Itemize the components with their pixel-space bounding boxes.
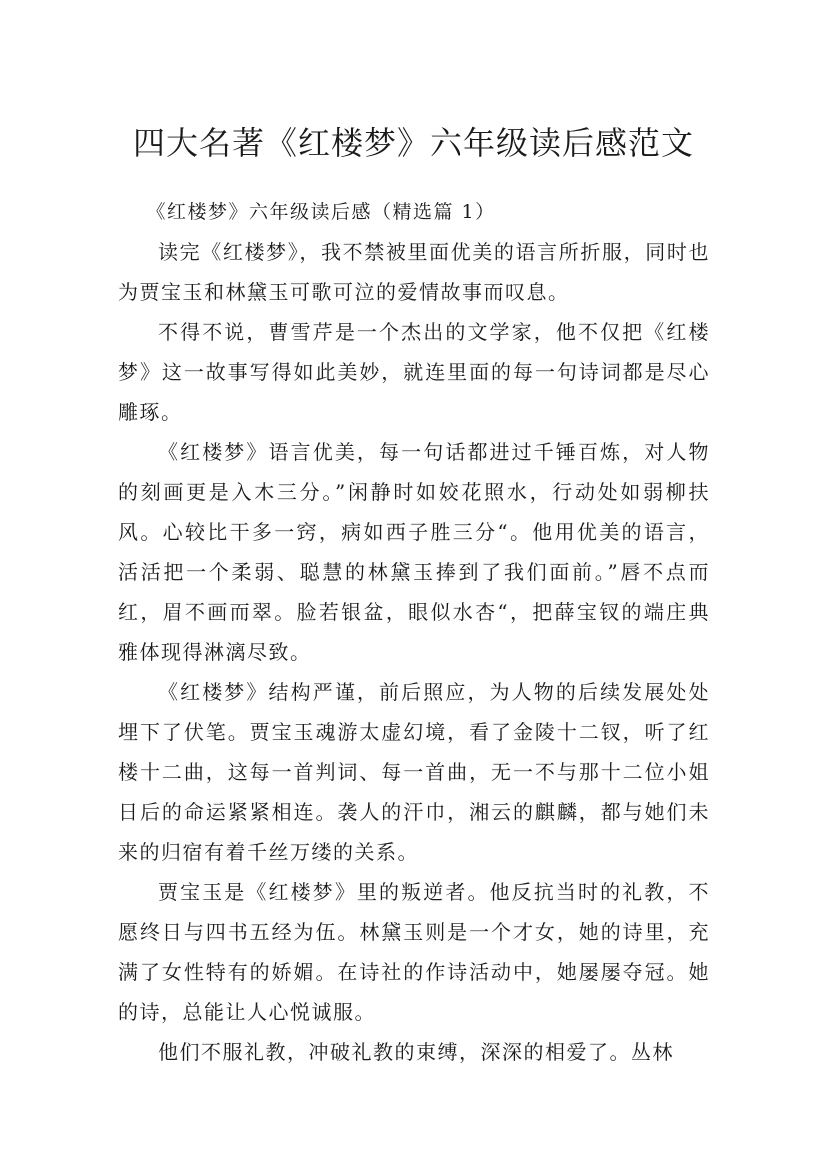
paragraph: 贾宝玉是《红楼梦》里的叛逆者。他反抗当时的礼教，不愿终日与四书五经为伍。林黛玉则是一个才女，她的诗里，充满了女性特有的娇媚。在诗社的作诗活动中，她屡屡夺冠。她的诗，总能让人心悦诚服。 (118, 880, 710, 1024)
paragraph: 不得不说，曹雪芹是一个杰出的文学家，他不仅把《红楼梦》这一故事写得如此美妙，就连里面的每一句诗词都是尽心雕琢。 (118, 320, 710, 424)
paragraph: 他们不服礼教，冲破礼教的束缚，深深的相爱了。丛林 (158, 1040, 674, 1064)
section-heading: 《红楼梦》六年级读后感（精选篇 1） (146, 201, 496, 223)
paragraph: 《红楼梦》结构严谨，前后照应，为人物的后续发展处处埋下了伏笔。贾宝玉魂游太虚幻境，看了金陵十二钗，听了红楼十二曲，这每一首判词、每一首曲，无一不与那十二位小姐日后的命运紧紧相连。袭人的汗巾，湘云的麒麟，都与她们未来的归宿有着千丝万缕的关系。 (118, 680, 710, 864)
paragraph: 《红楼梦》语言优美，每一句话都进过千锤百炼，对人物的刻画更是入木三分。”闲静时如姣花照水，行动处如弱柳扶风。心较比干多一窍，病如西子胜三分“。他用优美的语言，活活把一个柔弱、聪慧的林黛玉捧到了我们面前。”唇不点而红，眉不画而翠。脸若银盆，眼似水杏“，把薛宝钗的端庄典雅体现得淋漓尽致。 (118, 440, 710, 664)
document-title: 四大名著《红楼梦》六年级读后感范文 (132, 124, 694, 163)
document-body (118, 192, 710, 1072)
paragraph: 读完《红楼梦》，我不禁被里面优美的语言所折服，同时也为贾宝玉和林黛玉可歌可泣的爱情故事而叹息。 (118, 240, 710, 304)
